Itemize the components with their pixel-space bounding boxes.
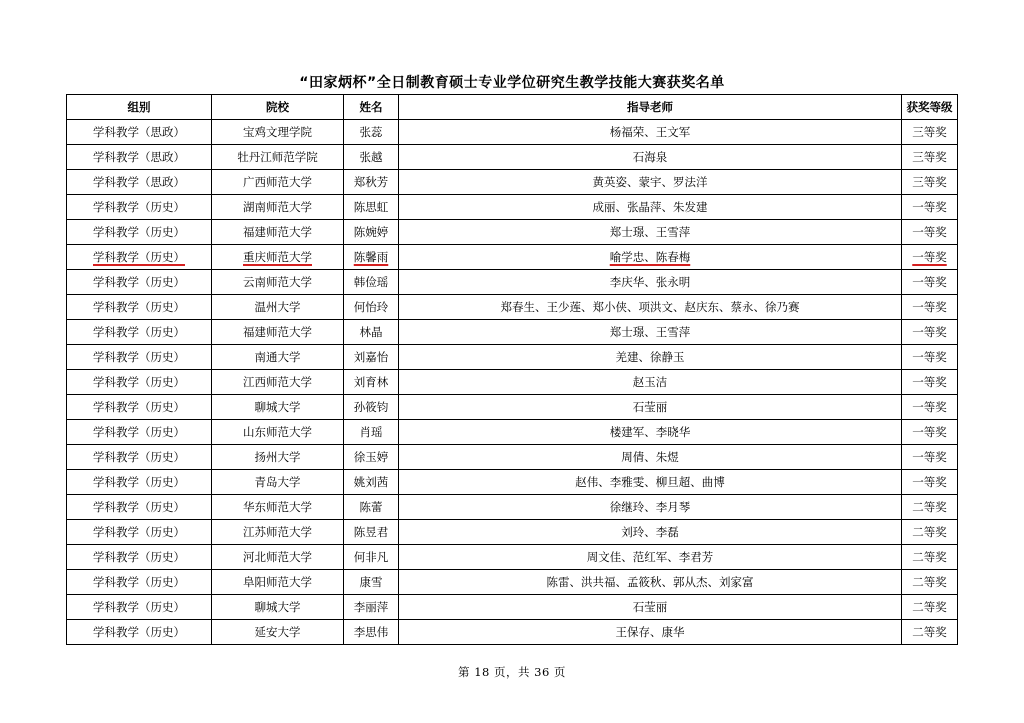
cell-school: 江苏师范大学 [212,520,344,545]
cell-advisor: 黄英姿、蒙宇、罗法洋 [399,170,902,195]
cell-award-level: 一等奖 [902,220,958,245]
table-row [67,520,958,545]
awards-table [66,94,958,645]
cell-award-level [902,245,958,270]
cell-name: 姚刘茜 [344,470,399,495]
cell-group: 学科教学（历史） [67,595,212,620]
header-advisor: 指导老师 [399,95,902,120]
table-body [67,120,958,645]
cell-award-level: 二等奖 [902,595,958,620]
cell-award-level: 一等奖 [902,395,958,420]
cell-name: 何怡玲 [344,295,399,320]
cell-advisor: 楼建军、李晓华 [399,420,902,445]
cell-name-text: 陈馨雨 [353,250,389,264]
cell-name: 何非凡 [344,545,399,570]
cell-name: 张越 [344,145,399,170]
cell-advisor: 成丽、张晶萍、朱发建 [399,195,902,220]
cell-school: 湖南师范大学 [212,195,344,220]
cell-name: 李丽萍 [344,595,399,620]
table-row [67,220,958,245]
cell-group: 学科教学（历史） [67,545,212,570]
header-group: 组别 [67,95,212,120]
cell-group: 学科教学（历史） [67,370,212,395]
table-row [67,120,958,145]
table-row [67,495,958,520]
cell-name [344,245,399,270]
cell-group: 学科教学（历史） [67,520,212,545]
cell-name: 徐玉婷 [344,445,399,470]
cell-advisor: 陈雷、洪共福、孟筱秋、郭从杰、刘家富 [399,570,902,595]
table-row [67,470,958,495]
cell-group: 学科教学（历史） [67,570,212,595]
cell-school: 宝鸡文理学院 [212,120,344,145]
cell-name: 李思伟 [344,620,399,645]
cell-name: 陈蕾 [344,495,399,520]
cell-advisor: 赵玉洁 [399,370,902,395]
cell-award-level: 三等奖 [902,145,958,170]
cell-school: 河北师范大学 [212,545,344,570]
cell-award-level: 一等奖 [902,270,958,295]
cell-award-level: 二等奖 [902,570,958,595]
cell-group: 学科教学（历史） [67,445,212,470]
cell-group [67,245,212,270]
cell-school: 江西师范大学 [212,370,344,395]
cell-advisor: 赵伟、李雅雯、柳旦超、曲博 [399,470,902,495]
cell-group: 学科教学（思政） [67,170,212,195]
cell-award-level: 一等奖 [902,345,958,370]
table-row [67,620,958,645]
cell-award-level: 一等奖 [902,420,958,445]
cell-name: 张蕊 [344,120,399,145]
cell-group: 学科教学（历史） [67,620,212,645]
cell-award-level: 一等奖 [902,295,958,320]
cell-advisor: 石莹丽 [399,595,902,620]
cell-name: 陈婉婷 [344,220,399,245]
cell-award-level: 二等奖 [902,495,958,520]
header-name: 姓名 [344,95,399,120]
cell-group: 学科教学（思政） [67,120,212,145]
cell-name: 肖瑶 [344,420,399,445]
cell-name: 郑秋芳 [344,170,399,195]
cell-name: 林晶 [344,320,399,345]
cell-award-level: 三等奖 [902,170,958,195]
cell-school: 聊城大学 [212,595,344,620]
header-school: 院校 [212,95,344,120]
cell-group: 学科教学（历史） [67,345,212,370]
cell-group: 学科教学（历史） [67,270,212,295]
table-row [67,295,958,320]
table-row [67,195,958,220]
table-header [67,95,958,120]
table-row [67,545,958,570]
document-title: “田家炳杯”全日制教育硕士专业学位研究生教学技能大赛获奖名单 [299,75,725,91]
cell-school: 山东师范大学 [212,420,344,445]
table-row [67,370,958,395]
cell-group: 学科教学（历史） [67,295,212,320]
cell-group: 学科教学（历史） [67,420,212,445]
table-row [67,595,958,620]
header-row [67,95,958,120]
cell-award-level: 二等奖 [902,545,958,570]
header-award-level: 获奖等级 [902,95,958,120]
cell-advisor: 周倩、朱煜 [399,445,902,470]
cell-school: 广西师范大学 [212,170,344,195]
cell-group-text: 学科教学（历史） [93,250,185,264]
cell-advisor: 石海泉 [399,145,902,170]
cell-group: 学科教学（历史） [67,395,212,420]
table-row [67,145,958,170]
cell-advisor-text: 喻学忠、陈春梅 [609,250,691,264]
cell-advisor: 郑士璟、王雪萍 [399,220,902,245]
table-row [67,420,958,445]
cell-school: 青岛大学 [212,470,344,495]
cell-school: 华东师范大学 [212,495,344,520]
cell-school: 阜阳师范大学 [212,570,344,595]
cell-award-level: 一等奖 [902,370,958,395]
cell-advisor: 郑士璟、王雪萍 [399,320,902,345]
cell-name: 陈昱君 [344,520,399,545]
cell-award-level: 二等奖 [902,520,958,545]
cell-advisor: 刘玲、李磊 [399,520,902,545]
cell-group: 学科教学（历史） [67,495,212,520]
table-row [67,170,958,195]
cell-advisor: 石莹丽 [399,395,902,420]
cell-advisor: 王保存、康华 [399,620,902,645]
cell-school: 扬州大学 [212,445,344,470]
table-row [67,270,958,295]
cell-school [212,245,344,270]
cell-award-level: 一等奖 [902,320,958,345]
cell-award-level: 一等奖 [902,445,958,470]
cell-advisor: 郑春生、王少莲、郑小侠、项洪文、赵庆东、蔡永、徐乃赛 [399,295,902,320]
cell-group: 学科教学（历史） [67,470,212,495]
table-row [67,445,958,470]
cell-award-level-text: 一等奖 [912,250,947,264]
cell-award-level: 一等奖 [902,470,958,495]
cell-name: 孙筱钧 [344,395,399,420]
cell-award-level: 三等奖 [902,120,958,145]
cell-group: 学科教学（历史） [67,320,212,345]
cell-school: 温州大学 [212,295,344,320]
cell-advisor: 李庆华、张永明 [399,270,902,295]
table-row [67,395,958,420]
cell-award-level: 二等奖 [902,620,958,645]
cell-school: 福建师范大学 [212,220,344,245]
cell-name: 陈思虹 [344,195,399,220]
cell-group: 学科教学（思政） [67,145,212,170]
cell-school: 牡丹江师范学院 [212,145,344,170]
table-row [67,570,958,595]
cell-advisor: 徐继玲、李月琴 [399,495,902,520]
cell-school: 聊城大学 [212,395,344,420]
page-footer: 第 18 页，共 36 页 [458,665,566,679]
cell-school-text: 重庆师范大学 [243,250,312,264]
cell-name: 刘育林 [344,370,399,395]
cell-advisor: 羌建、徐静玉 [399,345,902,370]
table-row [67,320,958,345]
cell-advisor [399,245,902,270]
table-row [67,345,958,370]
table-row [67,245,958,270]
cell-school: 福建师范大学 [212,320,344,345]
cell-school: 延安大学 [212,620,344,645]
cell-school: 南通大学 [212,345,344,370]
cell-group: 学科教学（历史） [67,195,212,220]
cell-advisor: 周文佳、范红军、李君芳 [399,545,902,570]
cell-name: 康雪 [344,570,399,595]
cell-name: 刘嘉怡 [344,345,399,370]
cell-school: 云南师范大学 [212,270,344,295]
cell-group: 学科教学（历史） [67,220,212,245]
cell-name: 韩俭瑶 [344,270,399,295]
cell-advisor: 杨福荣、王文军 [399,120,902,145]
cell-award-level: 一等奖 [902,195,958,220]
